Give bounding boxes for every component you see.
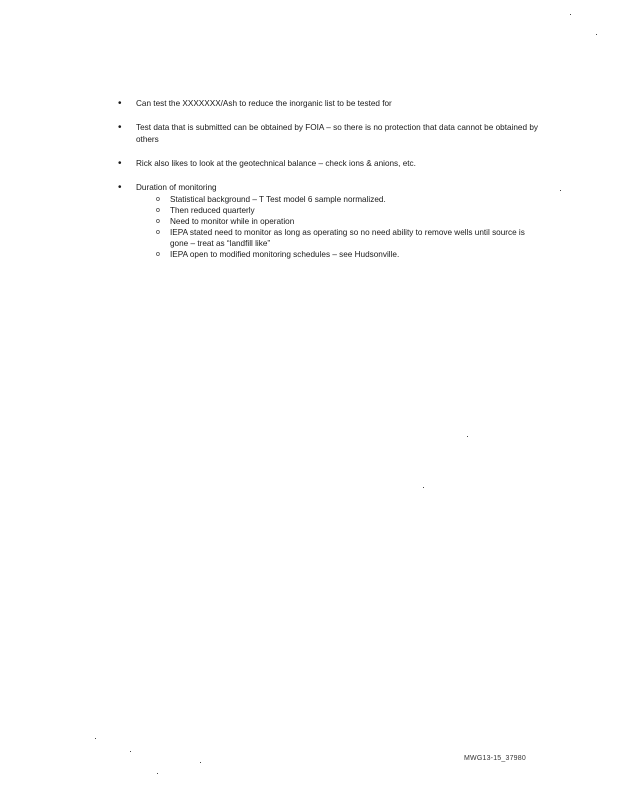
bullet-item	[118, 182, 538, 260]
bates-number: MWG13-15_37980	[464, 755, 526, 762]
sub-bullet-text: IEPA open to modified monitoring schedules – see Hudsonville.	[170, 250, 400, 259]
sub-bullet-text: IEPA stated need to monitor as long as operating so no need ability to remove wells until source is gone – treat as “landfill like”	[170, 228, 525, 248]
bullet-text: • Test data that is submitted can be obtained by FOIA – so there is no protection that data cannot be obtained by others	[136, 123, 538, 144]
scan-speck	[570, 14, 571, 15]
bullet-text: • Rick also likes to look at the geotechnical balance – check ions & anions, etc.	[136, 159, 416, 168]
scan-speck	[423, 487, 424, 488]
sub-bullet-item	[136, 249, 538, 260]
scan-speck	[95, 738, 96, 739]
bullet-text: • Duration of monitoring	[136, 183, 217, 192]
sub-bullet-item	[136, 205, 538, 216]
sub-bullet-marker: o	[156, 207, 160, 214]
bullet-text: • Can test the XXXXXXX/Ash to reduce the inorganic list to be tested for	[136, 99, 392, 108]
bullet-item	[118, 122, 538, 146]
scan-speck	[560, 190, 561, 191]
sub-bullet-text: Need to monitor while in operation	[170, 217, 295, 226]
scan-speck	[200, 762, 201, 763]
scan-speck	[130, 751, 131, 752]
sub-bullet-marker: o	[156, 196, 160, 203]
sub-bullet-marker: o	[156, 218, 160, 225]
sub-bullet-text: Statistical background – T Test model 6 sample normalized.	[170, 195, 386, 204]
scan-speck	[157, 773, 158, 774]
bullet-item	[118, 98, 538, 110]
sub-bullet-text: Then reduced quarterly	[170, 206, 255, 215]
sub-bullet-marker: o	[156, 251, 160, 258]
sub-bullet-item	[136, 227, 538, 249]
bullet-item	[118, 158, 538, 170]
notes-bullet-list	[118, 98, 538, 272]
scan-speck	[467, 436, 468, 437]
sub-bullet-list	[136, 194, 538, 260]
sub-bullet-item	[136, 216, 538, 227]
sub-bullet-item	[136, 194, 538, 205]
scan-speck	[596, 34, 597, 35]
sub-bullet-marker: o	[156, 229, 160, 236]
